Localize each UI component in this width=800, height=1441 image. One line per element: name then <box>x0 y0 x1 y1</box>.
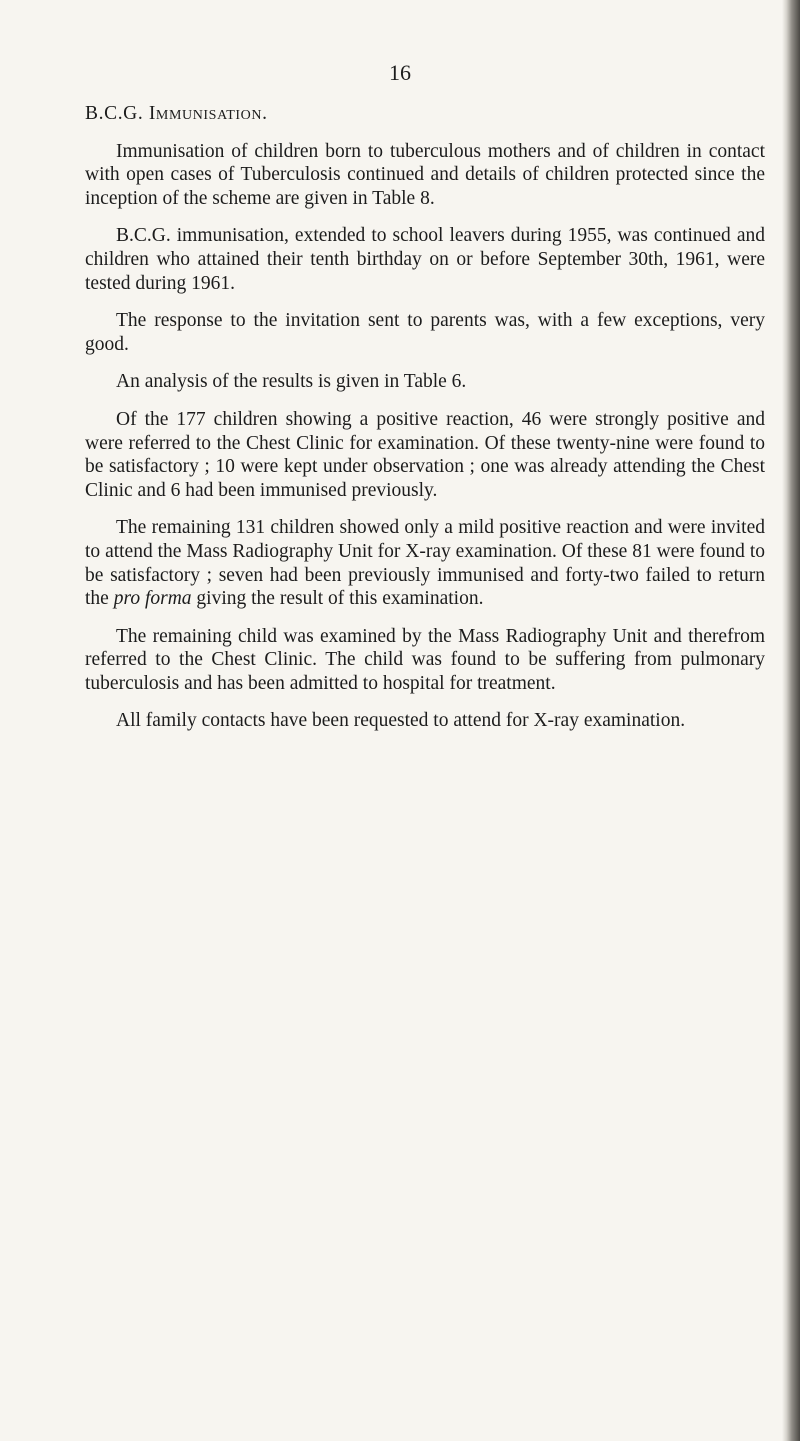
paragraph-1: Immunisation of children born to tuberculous mothers and of children in contact with open cases of Tuberculosis continued and details of children protected since the inception of the scheme are given in Table 8. <box>85 140 765 209</box>
paragraph-5: Of the 177 children showing a positive reaction, 46 were strongly positive and were referred to the Chest Clinic for examination. Of these twenty-nine were found to be satisfactory ; 10 were kept under observation ; one was already attending the Chest Clinic and 6 had been immunised previously. <box>85 408 765 501</box>
page-edge-shadow <box>782 0 800 1441</box>
page-number: 16 <box>389 60 411 85</box>
paragraph-8: All family contacts have been requested to attend for X-ray examination. <box>116 710 686 732</box>
paragraph-7: The remaining child was examined by the Mass Radiography Unit and therefrom referred to the Chest Clinic. The child was found to be suffering from pulmonary tuberculosis and has been admitted to hospital for treatment. <box>85 625 765 694</box>
section-heading <box>85 102 765 126</box>
paragraph-6-italic: pro forma <box>113 588 192 610</box>
paragraph-2: B.C.G. immunisation, extended to school leavers during 1955, was continued and children who attained their tenth birthday on or before September 30th, 1961, were tested during 1961. <box>85 225 765 294</box>
heading-prefix: B.C.G. <box>85 103 144 124</box>
heading-title: Immunisation. <box>148 103 268 124</box>
paragraph-6-before: The remaining 131 children showed only a mild positive reaction and were invited to attend the Mass Radiography Unit for X-ray examination. Of these 81 were found to be satisfactory ; seven had been previously immunised and forty-two failed to return the <box>85 517 765 610</box>
paragraph-4: An analysis of the results is given in Table 6. <box>116 371 467 393</box>
paragraph-6 <box>85 516 765 610</box>
document-body <box>85 102 765 747</box>
paragraph-3: The response to the invitation sent to parents was, with a few exceptions, very good. <box>85 310 765 355</box>
paragraph-6-after: giving the result of this examination. <box>191 588 484 610</box>
